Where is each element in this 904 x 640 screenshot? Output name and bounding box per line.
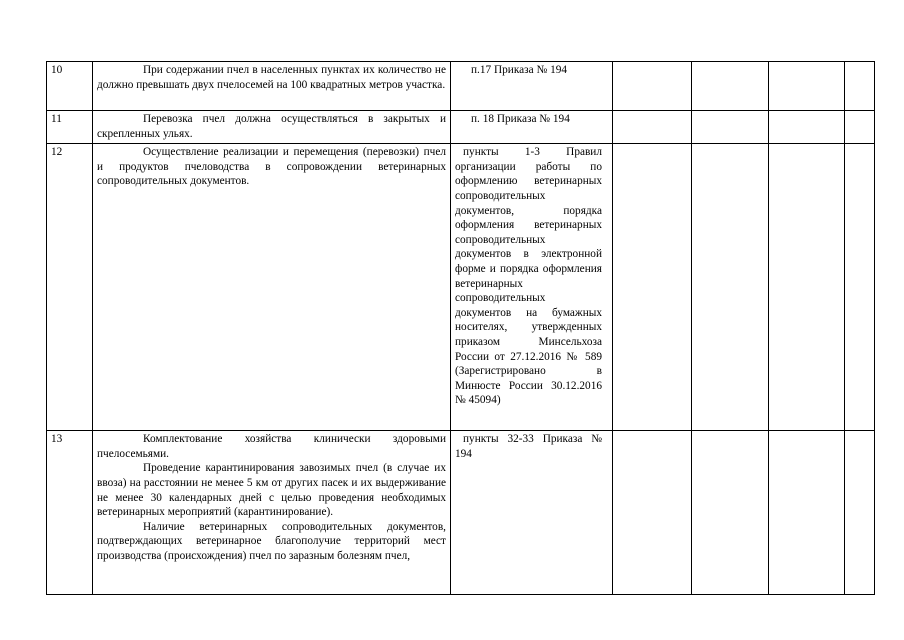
- empty-cell: [845, 111, 875, 144]
- empty-cell: [613, 62, 692, 111]
- row-number: 11: [47, 111, 93, 144]
- reference-cell: [451, 144, 613, 431]
- requirements-table: [46, 61, 875, 595]
- requirement-text: Комплектование хозяйства клинически здоровыми пчелосемьями.: [97, 433, 446, 460]
- table-row: [47, 111, 875, 144]
- requirement-cell: [93, 431, 451, 595]
- reference-text: пункты 1-3 Правил организации работы по оформлению ветеринарных сопроводительных документов, порядка оформления ветеринарных сопроводительных документов в электронной форме и порядка оформления ветеринарных сопроводительных документов на бумажных носителях, утвержденных приказом Минсельхоза России от 27.12.2016 № 589 (Зарегистрировано в Минюсте России 30.12.2016 № 45094): [455, 146, 602, 407]
- requirement-cell: [93, 62, 451, 111]
- empty-cell: [692, 62, 769, 111]
- requirement-text: Наличие ветеринарных сопроводительных документов, подтверждающих ветеринарное благополучие территорий мест производства (происхождения) пчел по заразным болезням пчел,: [97, 520, 446, 562]
- requirement-text: Осуществление реализации и перемещения (перевозки) пчел и продуктов пчеловодства в сопровождении ветеринарных сопроводительных документов.: [97, 146, 446, 188]
- row-number: 12: [47, 144, 93, 431]
- empty-cell: [769, 111, 845, 144]
- table-row: [47, 144, 875, 431]
- empty-cell: [613, 111, 692, 144]
- empty-cell: [845, 431, 875, 595]
- requirement-text: Перевозка пчел должна осуществляться в закрытых и скрепленных ульях.: [97, 113, 446, 140]
- requirement-cell: [93, 144, 451, 431]
- row-number: 10: [47, 62, 93, 111]
- reference-cell: п.17 Приказа № 194: [451, 62, 613, 111]
- reference-text: пункты 32-33 Приказа № 194: [455, 433, 602, 460]
- requirement-cell: [93, 111, 451, 144]
- requirement-text: При содержании пчел в населенных пунктах их количество не должно превышать двух пчелосемей на 100 квадратных метров участка.: [97, 64, 446, 91]
- reference-cell: п. 18 Приказа № 194: [451, 111, 613, 144]
- empty-cell: [769, 431, 845, 595]
- requirement-text: Проведение карантинирования завозимых пчел (в случае их ввоза) на расстоянии не менее 5 км от других пасек и их выдерживание не менее 30 календарных дней с целью проведения необходимых ветеринарных мероприятий (карантинирование).: [97, 462, 446, 519]
- row-number: 13: [47, 431, 93, 595]
- empty-cell: [613, 431, 692, 595]
- empty-cell: [845, 144, 875, 431]
- empty-cell: [845, 62, 875, 111]
- empty-cell: [769, 62, 845, 111]
- table-row: [47, 431, 875, 595]
- empty-cell: [692, 431, 769, 595]
- reference-cell: [451, 431, 613, 595]
- table-row: [47, 62, 875, 111]
- empty-cell: [769, 144, 845, 431]
- empty-cell: [692, 144, 769, 431]
- empty-cell: [613, 144, 692, 431]
- empty-cell: [692, 111, 769, 144]
